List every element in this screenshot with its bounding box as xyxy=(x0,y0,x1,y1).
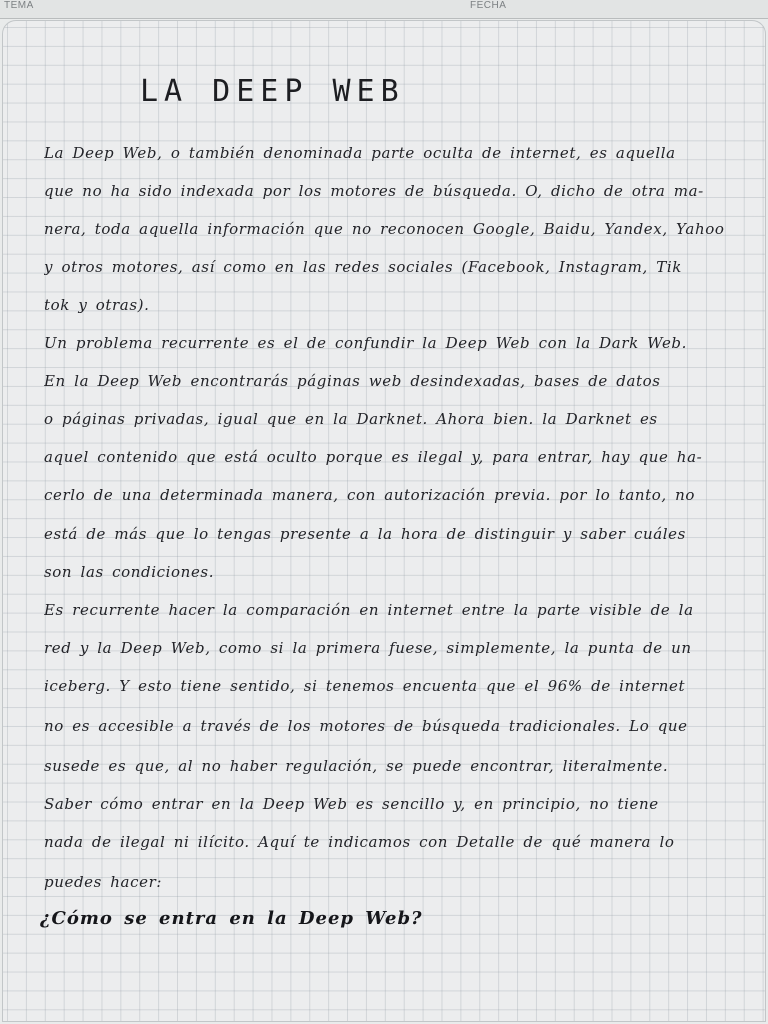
text-line: nada de ilegal ni ilícito. Aquí te indicamos con Detalle de qué manera lo xyxy=(44,833,675,851)
text-line: que no ha sido indexada por los motores de búsqueda. O, dicho de otra ma- xyxy=(44,182,704,200)
text-line: iceberg. Y esto tiene sentido, si tenemos encuenta que el 96% de internet xyxy=(44,677,686,695)
fecha-label: FECHA xyxy=(470,0,507,11)
text-line: aquel contenido que está oculto porque es ilegal y, para entrar, hay que ha- xyxy=(44,448,703,466)
text-line: puedes hacer: xyxy=(44,873,162,891)
text-line: está de más que lo tengas presente a la hora de distinguir y saber cuáles xyxy=(44,525,686,543)
section-heading: ¿Cómo se entra en la Deep Web? xyxy=(40,908,423,929)
tema-label: TEMA xyxy=(4,0,34,11)
text-line: susede es que, al no haber regulación, se puede encontrar, literalmente. xyxy=(44,757,669,775)
text-line: y otros motores, así como en las redes sociales (Facebook, Instagram, Tik xyxy=(44,258,682,276)
text-line: cerlo de una determinada manera, con autorización previa. por lo tanto, no xyxy=(44,486,696,504)
page-title: LA DEEP WEB xyxy=(140,74,405,109)
text-line: nera, toda aquella información que no reconocen Google, Baidu, Yandex, Yahoo xyxy=(44,220,725,238)
text-line: son las condiciones. xyxy=(44,563,215,581)
text-line: o páginas privadas, igual que en la Darknet. Ahora bien. la Darknet es xyxy=(44,410,658,428)
text-line: Un problema recurrente es el de confundir la Deep Web con la Dark Web. xyxy=(44,334,687,352)
text-line: En la Deep Web encontrarás páginas web desindexadas, bases de datos xyxy=(44,372,661,390)
text-line: Es recurrente hacer la comparación en internet entre la parte visible de la xyxy=(44,601,694,619)
text-line: no es accesible a través de los motores de búsqueda tradicionales. Lo que xyxy=(44,717,688,735)
text-line: tok y otras). xyxy=(44,296,150,314)
page-header-strip xyxy=(0,0,768,19)
text-line: Saber cómo entrar en la Deep Web es sencillo y, en principio, no tiene xyxy=(44,795,659,813)
text-line: La Deep Web, o también denominada parte oculta de internet, es aquella xyxy=(44,144,676,162)
text-line: red y la Deep Web, como si la primera fuese, simplemente, la punta de un xyxy=(44,639,692,657)
